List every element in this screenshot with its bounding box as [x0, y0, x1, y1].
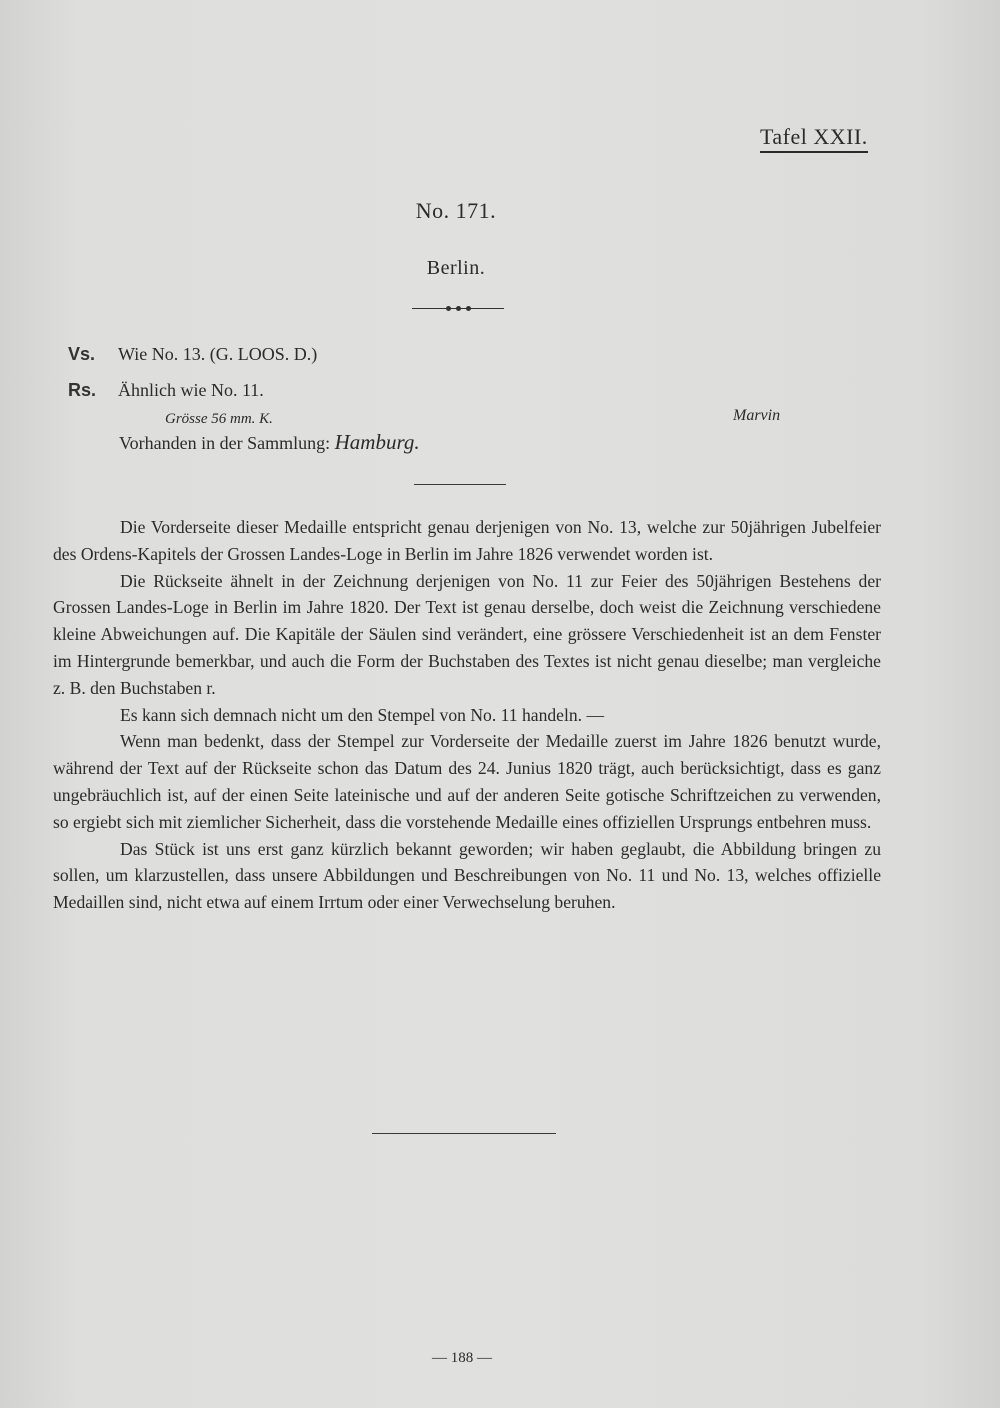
paragraph: Das Stück ist uns erst ganz kürzlich bekannt geworden; wir haben geglaubt, die Abbildung bringen zu sollen, um klarzustellen, dass unsere Abbildungen und Beschreibungen von No. 11 und No. 13, welches offizielle Medaillen sind, nicht etwa auf einem Irrtum oder einer Verwechselung beruhen. — [53, 838, 881, 913]
commentary-text — [53, 514, 881, 916]
signature-note: Marvin — [733, 407, 781, 424]
entry-city: Berlin. — [426, 257, 486, 279]
paragraph: Es kann sich demnach nicht um den Stempel von No. 11 handeln. — — [120, 704, 605, 725]
ornament-dot — [466, 306, 471, 311]
reverse-text: Ähnlich wie No. 11. — [118, 380, 264, 400]
reverse-line — [68, 380, 264, 401]
collection-line — [119, 430, 420, 455]
ornament-divider — [412, 307, 504, 311]
page-number: — 188 — — [432, 1350, 492, 1366]
entry-number: No. 171. — [415, 198, 497, 223]
paragraph: Wenn man bedenkt, dass der Stempel zur Vorderseite der Medaille zuerst im Jahre 1826 benutzt wurde, während der Text auf der Rückseite schon das Datum des 24. Junius 1820 trägt, auch berücksichtigt, dass es ganz ungebräuchlich ist, auf der einen Seite lateinische und auf der anderen Seite gotische Schriftzeichen zu verwenden, so ergiebt sich mit ziemlicher Sicherheit, dass die vorstehende Medaille eines offiziellen Ursprungs entbehren muss. — [53, 731, 881, 832]
reverse-label: Rs. — [68, 380, 97, 400]
plate-label: Tafel XXII. — [760, 124, 868, 153]
obverse-text: Wie No. 13. (G. LOOS. D.) — [118, 344, 318, 364]
obverse-line — [68, 344, 317, 365]
end-divider — [372, 1133, 556, 1134]
size-note: Grösse 56 mm. K. — [165, 411, 273, 427]
collection-place: Hamburg. — [334, 430, 420, 454]
ornament-dot — [456, 306, 461, 311]
obverse-label: Vs. — [68, 344, 96, 364]
collection-label: Vorhanden in der Sammlung: — [119, 433, 331, 453]
section-divider — [414, 484, 506, 485]
paragraph: Die Rückseite ähnelt in der Zeichnung derjenigen von No. 11 zur Feier des 50jährigen Bestehens der Grossen Landes-Loge in Berlin im Jahre 1820. Der Text ist genau derselbe, doch weist die Zeichnung verschiedene kleine Abweichungen auf. Die Kapitäle der Säulen sind verändert, eine grössere Verschiedenheit ist an dem Fenster im Hintergrunde bemerkbar, und auch die Form der Buchstaben des Textes ist nicht genau dieselbe; man vergleiche z. B. den Buchstaben r. — [53, 570, 881, 698]
ornament-dot — [446, 306, 451, 311]
paragraph: Die Vorderseite dieser Medaille entspricht genau derjenigen von No. 13, welche zur 50jährigen Jubelfeier des Ordens-Kapitels der Grossen Landes-Loge in Berlin im Jahre 1826 verwendet worden ist. — [53, 517, 881, 564]
